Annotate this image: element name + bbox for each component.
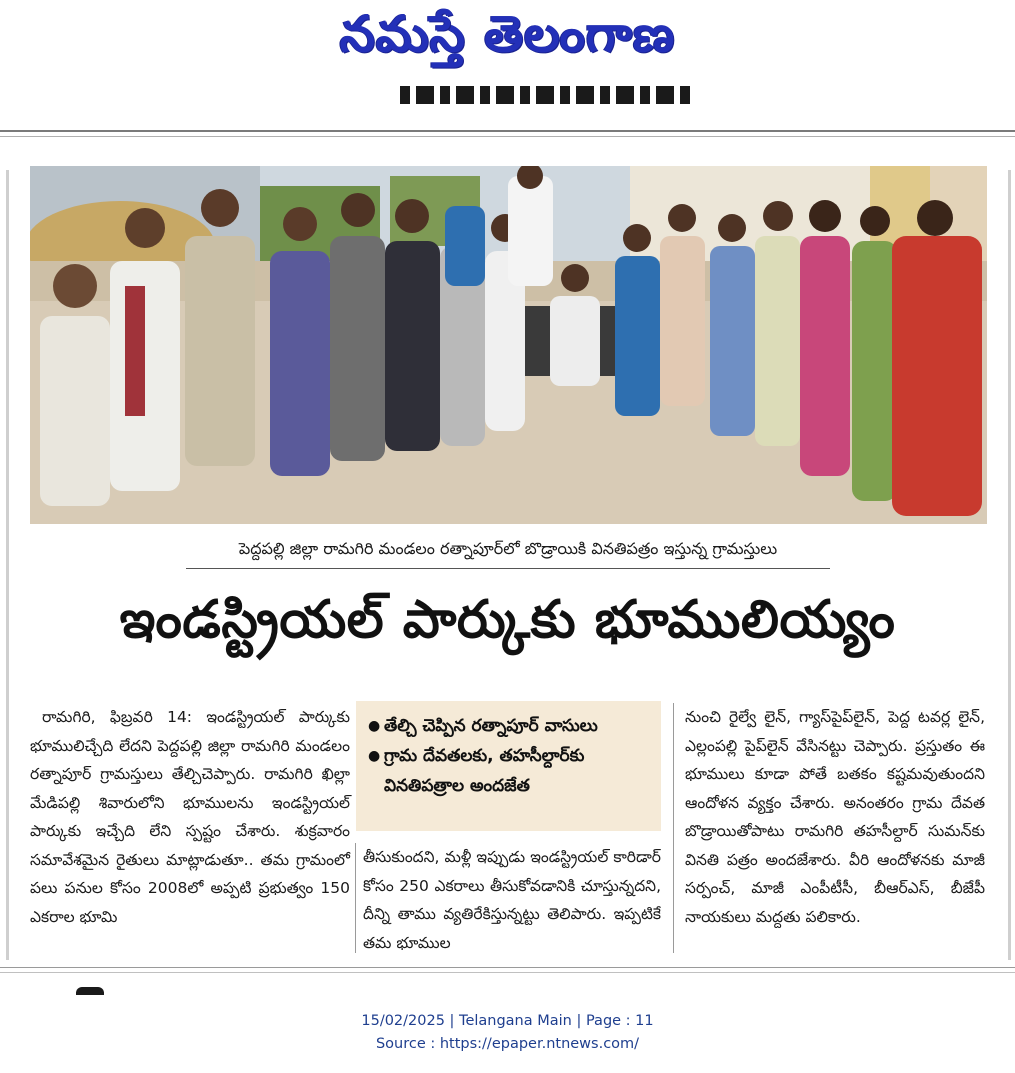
right-margin-line [1008, 170, 1011, 960]
highlight-item: ● గ్రామ దేవతలకు, తహసీల్దార్‌కు వినతిపత్రాల అందజేత [368, 741, 649, 801]
edition-info: 15/02/2025 | Telangana Main | Page : 11 [361, 1013, 654, 1029]
article-column-3: నుంచి రైల్వే లైన్, గ్యాస్‌పైప్‌లైన్, పెద్ద టవర్ల లైన్, ఎల్లంపల్లి పైప్‌లైన్ వేసినట్టు చెప్పారు. ప్రస్తుతం ఈ భూములు కూడా పోతే బతకం కష్టమవుతుందని ఆందోళన వ్యక్తం చేశారు. అనంతరం గ్రామ దేవత బొడ్రాయితోపాటు రామగిరి తహసీల్దార్ సుమన్‌కు వినతి పత్రం అందజేశారు. వీరి ఆందోళనకు మాజీ సర్పంచ్, మాజీ ఎంపీటీసీ, బీఆర్‌ఎస్, బీజేపీ నాయకులు మద్దతు పలికారు. [685, 708, 985, 926]
highlights-box [356, 701, 661, 831]
left-margin-line [6, 170, 9, 960]
article-column-1: రామగిరి, ఫిబ్రవరి 14: ఇండస్ట్రియల్ పార్కుకు భూములిచ్చేది లేదని పెద్దపల్లి జిల్లా రామగిరి మండలం రత్నాపూర్ గ్రామస్తులు తేల్చిచెప్పారు. రామగిరి ఖిల్లా మేడిపల్లి శివారులోని భూములను ఇండస్ట్రియల్ పార్కుకు ఇచ్చేది లేని స్పష్టం చేశారు. శుక్రవారం సమావేశమైన రైతులు మాట్లాడుతూ.. తమ గ్రామంలో పలు పనుల కోసం 2008లో అప్పటి ప్రభుత్వం 150 ఎకరాల భూమి [30, 708, 350, 926]
photo-caption: పెద్దపల్లి జిల్లా రామగిరి మండలం రత్నాపూర్‌లో బొడ్రాయికి వినతిపత్రం ఇస్తున్న గ్రామస్తులు [186, 539, 830, 569]
footer-rule-thin [0, 972, 1015, 973]
cropped-mark [76, 987, 104, 995]
header-rule-thin [0, 136, 1015, 137]
header-rule [0, 130, 1015, 132]
bullet-icon: ● [368, 748, 381, 764]
source-link[interactable]: Source : https://epaper.ntnews.com/ [375, 1036, 640, 1052]
bullet-icon: ● [368, 718, 381, 734]
highlight-item: ● తేల్చి చెప్పిన రత్నాపూర్ వాసులు [368, 711, 649, 741]
footer-rule [0, 967, 1015, 968]
column-divider [673, 703, 674, 953]
column-divider [355, 843, 356, 953]
article-headline: ఇండస్ట్రియల్ పార్కుకు భూములియ్యం [119, 590, 896, 650]
article-column-2: తీసుకుందని, మళ్లీ ఇప్పుడు ఇండస్ట్రియల్ కారిడార్ కోసం 250 ఎకరాలు తీసుకోవడానికి చూస్తున్నదని, దీన్ని తాము వ్యతిరేకిస్తున్నట్టు తెలిపారు. ఇప్పటికే తమ భూముల [363, 848, 661, 952]
newspaper-logo: నమస్తే తెలంగాణ [339, 4, 676, 63]
masthead [0, 0, 1015, 80]
cropped-section-label [400, 86, 692, 104]
news-photo [30, 166, 987, 524]
